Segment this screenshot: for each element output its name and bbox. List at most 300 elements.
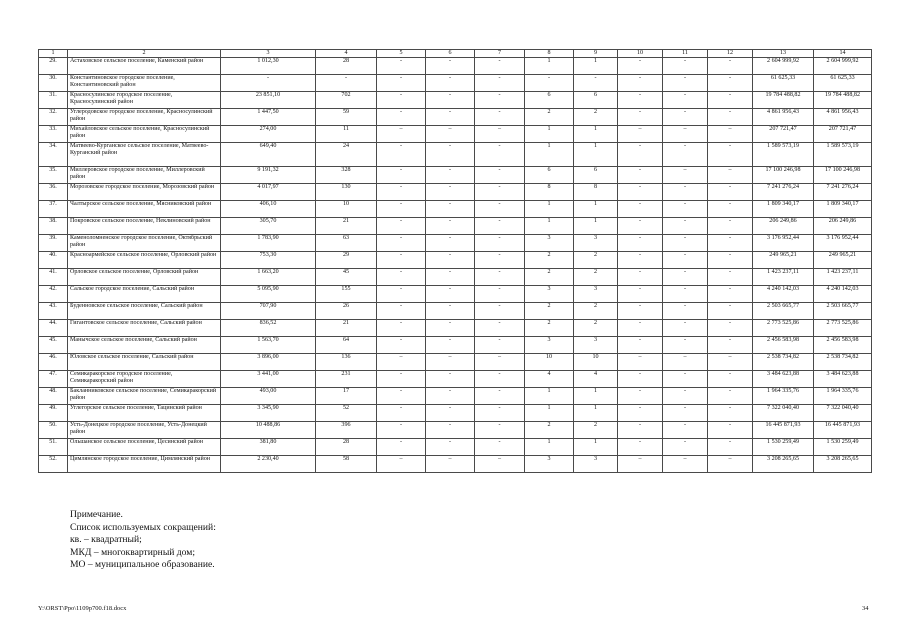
- value-cell: 3 176 952,44: [814, 235, 872, 252]
- value-cell: 249 965,21: [753, 252, 814, 269]
- value-cell: 1: [525, 143, 574, 167]
- municipality-cell: Астаховское сельское поселение, Каменский район: [68, 58, 221, 75]
- value-cell: -: [663, 58, 708, 75]
- value-cell: -: [708, 252, 753, 269]
- value-cell: 10: [574, 354, 618, 371]
- row-number-cell: 47.: [39, 371, 68, 388]
- value-cell: 1 530 259,49: [814, 439, 872, 456]
- value-cell: -: [475, 439, 525, 456]
- row-number-cell: 37.: [39, 201, 68, 218]
- value-cell: 17 100 246,98: [814, 167, 872, 184]
- value-cell: -: [475, 184, 525, 201]
- value-cell: -: [663, 252, 708, 269]
- table-row: [39, 252, 872, 269]
- value-cell: 4: [574, 371, 618, 388]
- value-cell: -: [663, 201, 708, 218]
- value-cell: 1 809 340,17: [753, 201, 814, 218]
- table-row: [39, 92, 872, 109]
- value-cell: 206 249,86: [814, 218, 872, 235]
- header-cell: 12: [708, 50, 753, 58]
- value-cell: -: [618, 371, 663, 388]
- value-cell: 7 241 276,24: [753, 184, 814, 201]
- value-cell: -: [618, 143, 663, 167]
- value-cell: –: [426, 456, 475, 473]
- value-cell: -: [377, 303, 426, 320]
- value-cell: 7 322 040,40: [753, 405, 814, 422]
- value-cell: -: [475, 422, 525, 439]
- value-cell: 2: [574, 320, 618, 337]
- value-cell: -: [475, 405, 525, 422]
- value-cell: -: [708, 286, 753, 303]
- header-cell: 6: [426, 50, 475, 58]
- value-cell: -: [663, 405, 708, 422]
- value-cell: -: [663, 269, 708, 286]
- value-cell: 3: [574, 337, 618, 354]
- value-cell: -: [475, 218, 525, 235]
- municipality-cell: Юловское сельское поселение, Сальский район: [68, 354, 221, 371]
- value-cell: –: [708, 354, 753, 371]
- table-row: [39, 422, 872, 439]
- municipality-cell: Манычское сельское поселение, Сальский район: [68, 337, 221, 354]
- value-cell: 3: [574, 456, 618, 473]
- value-cell: 2 773 525,86: [814, 320, 872, 337]
- row-number-cell: 40.: [39, 252, 68, 269]
- table-row: [39, 388, 872, 405]
- row-number-cell: 51.: [39, 439, 68, 456]
- table-row: [39, 167, 872, 184]
- value-cell: -: [377, 320, 426, 337]
- value-cell: -: [377, 422, 426, 439]
- value-cell: -: [316, 75, 377, 92]
- value-cell: 2: [574, 269, 618, 286]
- value-cell: -: [708, 235, 753, 252]
- value-cell: 2 456 583,98: [814, 337, 872, 354]
- value-cell: 10: [316, 201, 377, 218]
- header-cell: 2: [68, 50, 221, 58]
- value-cell: 2: [574, 422, 618, 439]
- row-number-cell: 39.: [39, 235, 68, 252]
- table-row: [39, 354, 872, 371]
- value-cell: 3 441,00: [221, 371, 316, 388]
- value-cell: 3 484 623,88: [814, 371, 872, 388]
- table-row: [39, 75, 872, 92]
- value-cell: -: [426, 388, 475, 405]
- note-abbrev-mo: МО – муниципальное образование.: [70, 559, 215, 571]
- value-cell: -: [426, 143, 475, 167]
- value-cell: -: [618, 252, 663, 269]
- value-cell: 1: [574, 143, 618, 167]
- value-cell: –: [708, 167, 753, 184]
- municipality-cell: Бакланниковское сельское поселение, Семикаракорский район: [68, 388, 221, 405]
- value-cell: -: [426, 92, 475, 109]
- value-cell: -: [708, 303, 753, 320]
- value-cell: -: [475, 286, 525, 303]
- value-cell: 1: [574, 405, 618, 422]
- value-cell: -: [377, 252, 426, 269]
- value-cell: -: [708, 269, 753, 286]
- value-cell: -: [426, 75, 475, 92]
- value-cell: 2 538 734,82: [753, 354, 814, 371]
- value-cell: -: [618, 109, 663, 126]
- value-cell: -: [377, 388, 426, 405]
- value-cell: -: [475, 337, 525, 354]
- value-cell: -: [377, 405, 426, 422]
- value-cell: -: [377, 58, 426, 75]
- value-cell: 3: [525, 286, 574, 303]
- table-row: [39, 58, 872, 75]
- value-cell: 11: [316, 126, 377, 143]
- value-cell: 155: [316, 286, 377, 303]
- value-cell: -: [618, 218, 663, 235]
- value-cell: -: [475, 235, 525, 252]
- value-cell: 45: [316, 269, 377, 286]
- value-cell: -: [475, 252, 525, 269]
- value-cell: 3 896,00: [221, 354, 316, 371]
- value-cell: 3: [574, 235, 618, 252]
- value-cell: 249 965,21: [814, 252, 872, 269]
- value-cell: -: [426, 371, 475, 388]
- value-cell: -: [663, 320, 708, 337]
- value-cell: 406,10: [221, 201, 316, 218]
- notes: [70, 509, 216, 572]
- value-cell: 136: [316, 354, 377, 371]
- value-cell: -: [426, 218, 475, 235]
- value-cell: 1 783,90: [221, 235, 316, 252]
- value-cell: -: [426, 201, 475, 218]
- value-cell: -: [708, 337, 753, 354]
- table-row: [39, 320, 872, 337]
- value-cell: 2: [525, 109, 574, 126]
- value-cell: -: [708, 184, 753, 201]
- value-cell: –: [377, 456, 426, 473]
- value-cell: -: [377, 269, 426, 286]
- municipality-cell: Семикаракорское городское поселение, Семикаракорский район: [68, 371, 221, 388]
- row-number-cell: 30.: [39, 75, 68, 92]
- value-cell: -: [663, 75, 708, 92]
- value-cell: -: [377, 167, 426, 184]
- value-cell: -: [426, 167, 475, 184]
- value-cell: -: [618, 184, 663, 201]
- value-cell: 17 100 246,98: [753, 167, 814, 184]
- value-cell: -: [663, 286, 708, 303]
- value-cell: -: [426, 422, 475, 439]
- value-cell: -: [377, 75, 426, 92]
- value-cell: -: [426, 405, 475, 422]
- value-cell: –: [708, 126, 753, 143]
- value-cell: –: [663, 456, 708, 473]
- value-cell: -: [426, 320, 475, 337]
- value-cell: 21: [316, 218, 377, 235]
- value-cell: 5 095,90: [221, 286, 316, 303]
- value-cell: 1 589 573,19: [814, 143, 872, 167]
- value-cell: 3: [525, 337, 574, 354]
- municipality-cell: Михайловское сельское поселение, Красносулинский район: [68, 126, 221, 143]
- municipality-cell: Углегорское сельское поселение, Тацинский район: [68, 405, 221, 422]
- value-cell: 3 345,90: [221, 405, 316, 422]
- value-cell: 1 447,50: [221, 109, 316, 126]
- data-table: [38, 49, 872, 473]
- value-cell: -: [475, 75, 525, 92]
- value-cell: 4: [525, 371, 574, 388]
- value-cell: 1 423 237,11: [753, 269, 814, 286]
- file-path-footer: Y:\ORST\Ppo\1109p700.f18.docx: [38, 605, 127, 612]
- value-cell: 61 625,33: [814, 75, 872, 92]
- row-number-cell: 31.: [39, 92, 68, 109]
- row-number-cell: 29.: [39, 58, 68, 75]
- value-cell: -: [618, 58, 663, 75]
- value-cell: 2: [525, 269, 574, 286]
- value-cell: 493,00: [221, 388, 316, 405]
- value-cell: -: [618, 439, 663, 456]
- value-cell: -: [618, 75, 663, 92]
- value-cell: 207 721,47: [753, 126, 814, 143]
- note-title: Примечание.: [70, 509, 123, 520]
- value-cell: -: [663, 337, 708, 354]
- value-cell: -: [663, 184, 708, 201]
- value-cell: 7 241 276,24: [814, 184, 872, 201]
- value-cell: 3 208 265,65: [753, 456, 814, 473]
- value-cell: -: [426, 184, 475, 201]
- value-cell: 16 445 871,93: [753, 422, 814, 439]
- table-row: [39, 371, 872, 388]
- row-number-cell: 48.: [39, 388, 68, 405]
- value-cell: 702: [316, 92, 377, 109]
- header-cell: 14: [814, 50, 872, 58]
- municipality-cell: Чалтырское сельское поселение, Мясниковский район: [68, 201, 221, 218]
- value-cell: –: [475, 126, 525, 143]
- value-cell: -: [377, 218, 426, 235]
- value-cell: 649,40: [221, 143, 316, 167]
- value-cell: 2: [525, 320, 574, 337]
- value-cell: 328: [316, 167, 377, 184]
- value-cell: -: [377, 371, 426, 388]
- value-cell: -: [618, 405, 663, 422]
- value-cell: 231: [316, 371, 377, 388]
- header-cell: 7: [475, 50, 525, 58]
- row-number-cell: 42.: [39, 286, 68, 303]
- value-cell: -: [618, 167, 663, 184]
- value-cell: -: [377, 184, 426, 201]
- row-number-cell: 35.: [39, 167, 68, 184]
- table-row: [39, 109, 872, 126]
- value-cell: –: [377, 354, 426, 371]
- municipality-cell: Ольшанское сельское поселение, Цесинский район: [68, 439, 221, 456]
- value-cell: 4 017,97: [221, 184, 316, 201]
- value-cell: 305,70: [221, 218, 316, 235]
- value-cell: 396: [316, 422, 377, 439]
- value-cell: -: [377, 286, 426, 303]
- value-cell: -: [708, 143, 753, 167]
- value-cell: –: [618, 126, 663, 143]
- row-number-cell: 38.: [39, 218, 68, 235]
- header-row: [39, 50, 872, 58]
- table-row: [39, 218, 872, 235]
- table-row: [39, 143, 872, 167]
- value-cell: 6: [525, 92, 574, 109]
- value-cell: -: [618, 286, 663, 303]
- municipality-cell: Морозовское городское поселение, Морозовский район: [68, 184, 221, 201]
- value-cell: -: [663, 92, 708, 109]
- table-row: [39, 405, 872, 422]
- value-cell: 52: [316, 405, 377, 422]
- value-cell: 381,80: [221, 439, 316, 456]
- value-cell: -: [475, 303, 525, 320]
- value-cell: 21: [316, 320, 377, 337]
- value-cell: -: [708, 92, 753, 109]
- value-cell: 10 488,86: [221, 422, 316, 439]
- value-cell: 1 809 340,17: [814, 201, 872, 218]
- value-cell: 1: [525, 218, 574, 235]
- value-cell: 2 538 734,82: [814, 354, 872, 371]
- note-abbrev-mkd: МКД – многоквартирный дом;: [70, 546, 196, 558]
- value-cell: -: [708, 109, 753, 126]
- municipality-cell: Усть-Донецкое городское поселение, Усть-Донецкий район: [68, 422, 221, 439]
- value-cell: 64: [316, 337, 377, 354]
- value-cell: -: [475, 109, 525, 126]
- table-row: [39, 184, 872, 201]
- value-cell: -: [618, 92, 663, 109]
- table-row: [39, 126, 872, 143]
- value-cell: -: [426, 58, 475, 75]
- header-cell: 3: [221, 50, 316, 58]
- row-number-cell: 32.: [39, 109, 68, 126]
- value-cell: -: [475, 143, 525, 167]
- header-cell: 10: [618, 50, 663, 58]
- header-cell: 9: [574, 50, 618, 58]
- row-number-cell: 34.: [39, 143, 68, 167]
- value-cell: 3 176 952,44: [753, 235, 814, 252]
- value-cell: –: [475, 456, 525, 473]
- municipality-cell: Углеродовское городское поселение, Красносулинский район: [68, 109, 221, 126]
- value-cell: -: [708, 201, 753, 218]
- value-cell: -: [708, 320, 753, 337]
- value-cell: -: [377, 201, 426, 218]
- row-number-cell: 33.: [39, 126, 68, 143]
- value-cell: 2 503 665,77: [814, 303, 872, 320]
- value-cell: -: [708, 439, 753, 456]
- value-cell: -: [708, 58, 753, 75]
- value-cell: 2 503 665,77: [753, 303, 814, 320]
- row-number-cell: 43.: [39, 303, 68, 320]
- value-cell: -: [708, 422, 753, 439]
- value-cell: -: [663, 143, 708, 167]
- value-cell: -: [475, 201, 525, 218]
- value-cell: -: [663, 303, 708, 320]
- value-cell: -: [426, 303, 475, 320]
- row-number-cell: 41.: [39, 269, 68, 286]
- row-number-cell: 44.: [39, 320, 68, 337]
- value-cell: 63: [316, 235, 377, 252]
- value-cell: -: [377, 92, 426, 109]
- value-cell: 274,00: [221, 126, 316, 143]
- value-cell: -: [663, 235, 708, 252]
- row-number-cell: 45.: [39, 337, 68, 354]
- value-cell: -: [426, 337, 475, 354]
- value-cell: 4 861 956,43: [753, 109, 814, 126]
- row-number-cell: 36.: [39, 184, 68, 201]
- value-cell: -: [426, 109, 475, 126]
- header-cell: 4: [316, 50, 377, 58]
- value-cell: 1: [574, 126, 618, 143]
- value-cell: 206 249,86: [753, 218, 814, 235]
- value-cell: -: [618, 422, 663, 439]
- value-cell: 2: [574, 109, 618, 126]
- value-cell: –: [475, 354, 525, 371]
- table-row: [39, 303, 872, 320]
- value-cell: 2 773 525,86: [753, 320, 814, 337]
- municipality-cell: Орловское сельское поселение, Орловский район: [68, 269, 221, 286]
- value-cell: 2 456 583,98: [753, 337, 814, 354]
- value-cell: 2: [525, 303, 574, 320]
- value-cell: 1: [525, 439, 574, 456]
- value-cell: -: [377, 235, 426, 252]
- value-cell: 6: [574, 167, 618, 184]
- value-cell: 753,30: [221, 252, 316, 269]
- value-cell: 836,52: [221, 320, 316, 337]
- value-cell: -: [426, 286, 475, 303]
- value-cell: -: [618, 320, 663, 337]
- table-row: [39, 337, 872, 354]
- value-cell: 3: [525, 456, 574, 473]
- note-abbrev-kv: кв. – квадратный;: [70, 534, 142, 546]
- value-cell: 17: [316, 388, 377, 405]
- value-cell: 3 484 623,88: [753, 371, 814, 388]
- value-cell: 2 230,40: [221, 456, 316, 473]
- value-cell: 1: [525, 58, 574, 75]
- table-row: [39, 456, 872, 473]
- row-number-cell: 49.: [39, 405, 68, 422]
- value-cell: -: [475, 58, 525, 75]
- value-cell: 6: [574, 92, 618, 109]
- municipality-cell: Матвеево-Курганское сельское поселение, Матвеево-Курганский район: [68, 143, 221, 167]
- value-cell: -: [221, 75, 316, 92]
- value-cell: 24: [316, 143, 377, 167]
- value-cell: 1: [574, 201, 618, 218]
- value-cell: 2 604 999,92: [753, 58, 814, 75]
- value-cell: 4 240 142,03: [814, 286, 872, 303]
- municipality-cell: Гигантовское сельское поселение, Сальский район: [68, 320, 221, 337]
- value-cell: 58: [316, 456, 377, 473]
- value-cell: 23 851,10: [221, 92, 316, 109]
- table-row: [39, 286, 872, 303]
- value-cell: 28: [316, 58, 377, 75]
- municipality-cell: Сальское городское поселение, Сальский район: [68, 286, 221, 303]
- value-cell: 4 861 956,43: [814, 109, 872, 126]
- row-number-cell: 50.: [39, 422, 68, 439]
- value-cell: 1 563,70: [221, 337, 316, 354]
- value-cell: –: [663, 126, 708, 143]
- value-cell: 28: [316, 439, 377, 456]
- value-cell: -: [663, 422, 708, 439]
- value-cell: 1 663,20: [221, 269, 316, 286]
- value-cell: –: [663, 354, 708, 371]
- municipality-cell: Константиновское городское поселение, Константиновский район: [68, 75, 221, 92]
- value-cell: 8: [525, 184, 574, 201]
- value-cell: 2: [525, 422, 574, 439]
- value-cell: -: [663, 388, 708, 405]
- value-cell: 1 964 335,76: [814, 388, 872, 405]
- municipality-cell: Миллеровское городское поселение, Миллеровский район: [68, 167, 221, 184]
- value-cell: -: [377, 337, 426, 354]
- value-cell: –: [377, 126, 426, 143]
- value-cell: 61 625,33: [753, 75, 814, 92]
- municipality-cell: Красносулинское городское поселение, Красносулинский район: [68, 92, 221, 109]
- municipality-cell: Цимлянское городское поселение, Цимлянский район: [68, 456, 221, 473]
- municipality-cell: Буденновское сельское поселение, Сальский район: [68, 303, 221, 320]
- value-cell: 4 240 142,03: [753, 286, 814, 303]
- value-cell: 2 604 999,92: [814, 58, 872, 75]
- value-cell: 1 012,30: [221, 58, 316, 75]
